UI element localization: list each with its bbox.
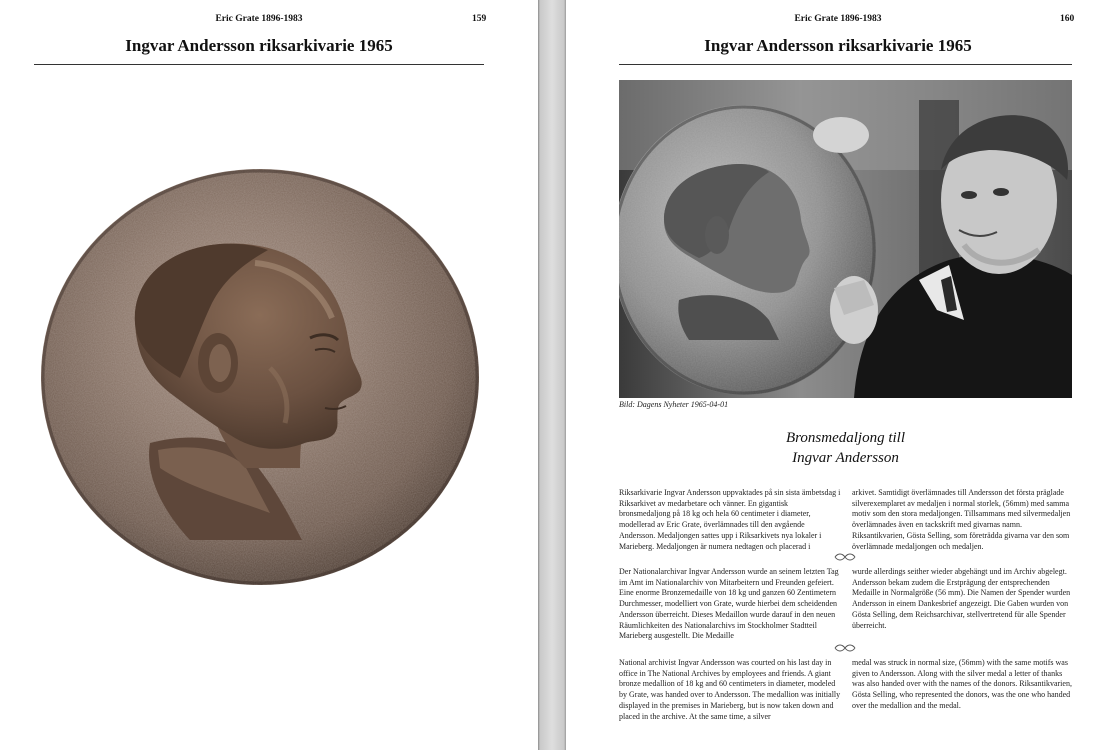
english-text-col-1: National archivist Ingvar Andersson was courted on his last day in office in The National Archives by employees and friends. A giant bronze medallion of 18 kg and 60 centimeters in diameter, modeled by Grate, was handed over to Andersson. The medallion was initially displayed in the premises in Marieberg, but is now taken down and placed in the archive. At the same time, a silver (619, 658, 841, 721)
title-rule (619, 64, 1072, 65)
photo-caption: Bild: Dagens Nyheter 1965-04-01 (619, 400, 729, 409)
running-head: Eric Grate 1896-1983 (215, 14, 303, 24)
page-title: Ingvar Andersson riksarkivarie 1965 (125, 36, 393, 55)
english-text-col-2: medal was struck in normal size, (56mm) with the same motifs was given to Andersson. Along with the silver medal a letter of thanks was also handed over with the names of the donors. Riksantikvarien, Gösta Selling, who represented the donors, was the one who handed over the medallion and the medal. (852, 658, 1072, 710)
page-number: 160 (1060, 14, 1075, 24)
running-head: Eric Grate 1896-1983 (794, 14, 882, 24)
archive-photo (619, 80, 1072, 398)
section-title-line-2: Ingvar Andersson (792, 450, 899, 466)
section-title (619, 428, 1072, 468)
title-rule (34, 64, 484, 65)
ornament-divider-icon (834, 643, 856, 653)
german-text-col-2: wurde allerdings seither wieder abgehängt und im Archiv abgelegt. Andersson bekam zudem die Erstprägung der entsprechenden Medaille in Normalgröße (56 mm). Die Namen der Spender wurden Andersson in einem Dankesbrief angezeigt. Die Gaben wurden von Gösta Selling, dem Reichsarchivar, stellvertretend für alle Spender überreicht. (852, 567, 1071, 630)
ornament-divider-icon (834, 552, 856, 562)
right-page (566, 0, 1110, 750)
page-number: 159 (472, 14, 487, 24)
medallion-image (40, 168, 480, 586)
german-text-col-1: Der Nationalarchivar Ingvar Andersson wurde an seinem letzten Tag im Amt im Nationalarchiv von Mitarbeitern und Freunden gefeiert. Eine enorme Bronzemedaille von 18 kg und ganzen 60 Zentimetern Durchmesser, modelliert von Grate, wurde hierbei dem scheidenden Andersson überreicht. Dieses Medaillon wurde darauf in den neuen Räumlichkeiten des Nationalarchivs im Stockholmer Stadtteil Marieberg ausgestellt. Die Medaille (619, 567, 839, 641)
left-page (0, 0, 538, 750)
book-gutter (538, 0, 566, 750)
swedish-text-col-2: arkivet. Samtidigt överlämnades till Andersson det första präglade silverexemplaret av medaljen i normal storlek, (56mm) med samma motiv som den stora medaljongen. Tillsammans med silvermedaljen överlämnades även en tackskrift med givarnas namn. Riksantikvarien, Gösta Selling, som företrädda givarna var den som överlämnade medaljongen och medaljen. (852, 488, 1071, 551)
swedish-text-col-1: Riksarkivarie Ingvar Andersson uppvaktades på sin sista ämbetsdag i Riksarkivet av medarbetare och vänner. En gigantisk bronsmedaljong på 18 kg och hela 60 centimeter i diameter, modellerad av Eric Grate, överlämnades till den avgående Andersson. Medaljongen sattes upp i Riksarkivets nya lokaler i Marieberg. Medaljongen är numera nedtagen och placerad i (619, 488, 841, 551)
page-title: Ingvar Andersson riksarkivarie 1965 (704, 36, 972, 55)
section-title-line-1: Bronsmedaljong till (785, 430, 906, 446)
